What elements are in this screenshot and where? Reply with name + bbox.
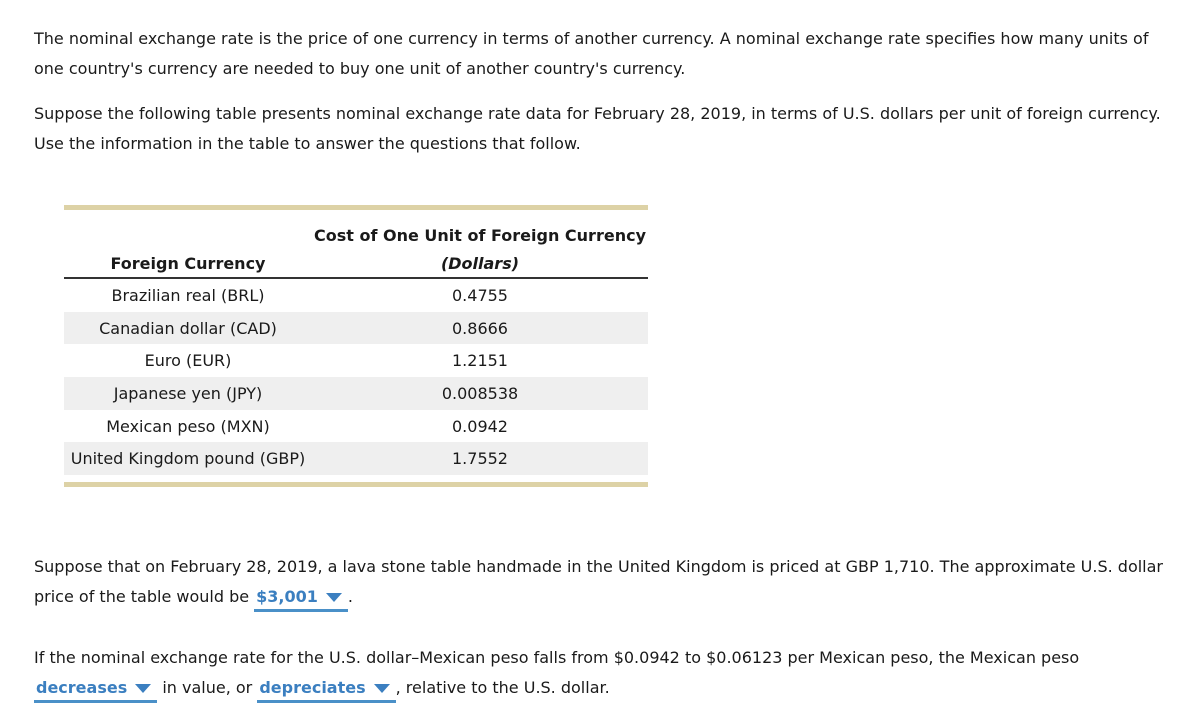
value-change-answer: decreases	[36, 678, 128, 697]
value-change-dropdown[interactable]	[34, 676, 157, 703]
table-row	[64, 377, 648, 410]
q2-text-end: , relative to the U.S. dollar.	[395, 678, 610, 697]
currency-cell: Canadian dollar (CAD)	[99, 318, 277, 338]
cost-cell: 0.008538	[441, 383, 519, 403]
cost-cell: 1.7552	[452, 449, 508, 469]
exchange-rate-table	[64, 205, 648, 487]
q2-text: If the nominal exchange rate for the U.S. dollar–Mexican peso falls from $0.0942 to $0.06123 per Mexican peso, the Mexican peso	[34, 648, 1080, 667]
chevron-down-icon	[374, 684, 390, 693]
chevron-down-icon	[135, 684, 151, 693]
col-header-currency: Foreign Currency	[110, 254, 266, 273]
question-1	[34, 552, 1174, 612]
q2-text-middle: in value, or	[157, 678, 258, 697]
table-row	[64, 442, 648, 475]
question-2	[34, 643, 1174, 703]
q1-text: Suppose that on February 28, 2019, a lava stone table handmade in the United Kingdom is priced at GBP 1,710. The approximate U.S. dollar price of the table would be	[34, 557, 1163, 606]
chevron-down-icon	[326, 593, 342, 602]
appreciation-answer: depreciates	[259, 678, 366, 697]
table-row	[64, 344, 648, 377]
table-row	[64, 410, 648, 443]
currency-cell: Euro (EUR)	[144, 351, 232, 371]
table-row	[64, 279, 648, 312]
cost-cell: 1.2151	[452, 351, 508, 371]
cost-cell: 0.0942	[452, 416, 508, 436]
appreciation-dropdown[interactable]	[257, 676, 395, 703]
currency-cell: Japanese yen (JPY)	[113, 383, 263, 403]
q1-text-end: .	[347, 587, 353, 606]
currency-cell: Brazilian real (BRL)	[111, 285, 265, 305]
col-header-cost: Cost of One Unit of Foreign Currency	[313, 226, 646, 245]
currency-cell: United Kingdom pound (GBP)	[70, 449, 306, 469]
table-header	[64, 210, 648, 277]
intro-paragraph-2: Suppose the following table presents nominal exchange rate data for February 28, 2019, in terms of U.S. dollars per unit of foreign currency. Use the information in the table to answer the questions that follow.	[34, 104, 1161, 153]
cost-cell: 0.8666	[452, 318, 508, 338]
price-answer: $3,001	[256, 587, 318, 606]
table-row	[64, 312, 648, 345]
cost-cell: 0.4755	[452, 285, 508, 305]
currency-cell: Mexican peso (MXN)	[106, 416, 270, 436]
col-subheader-dollars: (Dollars)	[440, 254, 520, 273]
intro-paragraph-1: The nominal exchange rate is the price of one currency in terms of another currency. A nominal exchange rate specifies how many units of one country's currency are needed to buy one unit of another country's currency.	[34, 29, 1149, 78]
price-dropdown[interactable]	[254, 585, 348, 612]
table-bottom-rule	[64, 482, 648, 487]
